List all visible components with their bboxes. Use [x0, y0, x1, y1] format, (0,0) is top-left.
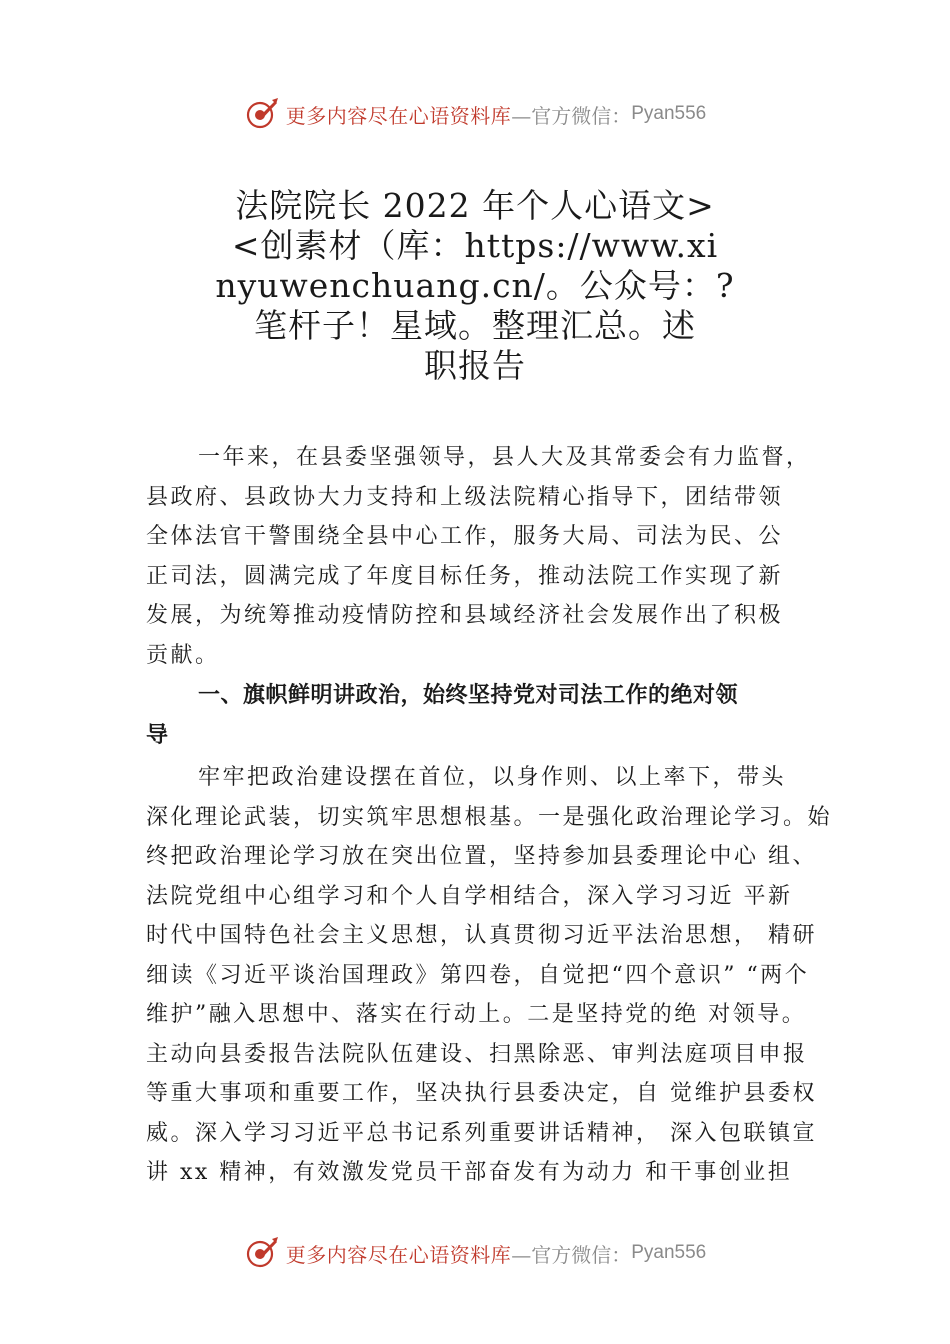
banner-text: 更多内容尽在心语资料库 — [285, 103, 512, 128]
quill-logo-icon — [244, 1235, 280, 1271]
heading-line: 一、旗帜鲜明讲政治，始终坚持党对司法工作的绝对领 — [198, 683, 739, 708]
title-line: <创素材（库：https://www.xi — [231, 226, 719, 265]
document-title — [150, 186, 800, 386]
paragraph-line: 细读《习近平谈治国理政》第四卷，自觉把“四个意识” “两个 — [146, 962, 810, 988]
intro-paragraph — [146, 438, 836, 675]
title-line: 职报告 — [424, 346, 526, 385]
paragraph-line: 等重大事项和重要工作，坚决执行县委决定，自 觉维护县委权 — [146, 1081, 817, 1106]
title-line: nyuwenchuang.cn/。公众号：? — [215, 266, 735, 305]
banner-separator: —官方微信： — [511, 1242, 632, 1267]
banner-wechat-id: Pyan556 — [631, 1242, 707, 1263]
paragraph-line: 牢牢把政治建设摆在首位，以身作则、以上率下，带头 — [198, 765, 787, 790]
paragraph-line: 正司法，圆满完成了年度目标任务，推动法院工作实现了新 — [146, 563, 784, 589]
paragraph-line: 终把政治理论学习放在突出位置，坚持参加县委理论中心 组、 — [146, 844, 817, 869]
paragraph-line: 时代中国特色社会主义思想，认真贯彻习近平法治思想， 精研 — [146, 923, 817, 948]
footer-banner — [0, 1231, 950, 1275]
section-heading — [146, 676, 836, 755]
paragraph-line: 主动向县委报告法院队伍建设、扫黑除恶、审判法庭项目申报 — [146, 1041, 808, 1067]
paragraph-line: 一年来，在县委坚强领导，县人大及其常委会有力监督， — [198, 445, 811, 470]
title-line: 笔杆子！星域。整理汇总。述 — [254, 306, 696, 345]
banner-text: 更多内容尽在心语资料库 — [285, 1242, 512, 1267]
paragraph-line: 深化理论武装，切实筑牢思想根基。一是强化政治理论学习。始 — [146, 804, 833, 830]
paragraph-line: 威。深入学习习近平总书记系列重要讲话精神， 深入包联镇宣 — [146, 1120, 817, 1146]
paragraph-line: 法院党组中心组学习和个人自学相结合，深入学习习近 平新 — [146, 883, 793, 909]
paragraph-line: 贡献。 — [146, 642, 220, 668]
header-banner — [0, 92, 950, 136]
paragraph-line: 县政府、县政协大力支持和上级法院精心指导下，团结带领 — [146, 484, 784, 510]
paragraph-line: 维护”融入思想中、落实在行动上。二是坚持党的绝 对领导。 — [146, 1002, 807, 1027]
banner-separator: —官方微信： — [511, 103, 632, 128]
quill-logo-icon — [244, 96, 280, 132]
heading-line: 导 — [146, 722, 169, 748]
section-paragraph — [146, 758, 836, 1193]
paragraph-line: 全体法官干警围绕全县中心工作，服务大局、司法为民、公 — [146, 524, 784, 549]
paragraph-line: 讲 xx 精神，有效激发党员干部奋发有为动力 和干事创业担 — [146, 1160, 793, 1185]
paragraph-line: 发展，为统筹推动疫情防控和县域经济社会发展作出了积极 — [146, 603, 784, 628]
title-line: 法院院长 2022 年个人心语文> — [235, 186, 715, 225]
banner-wechat-id: Pyan556 — [631, 103, 707, 124]
